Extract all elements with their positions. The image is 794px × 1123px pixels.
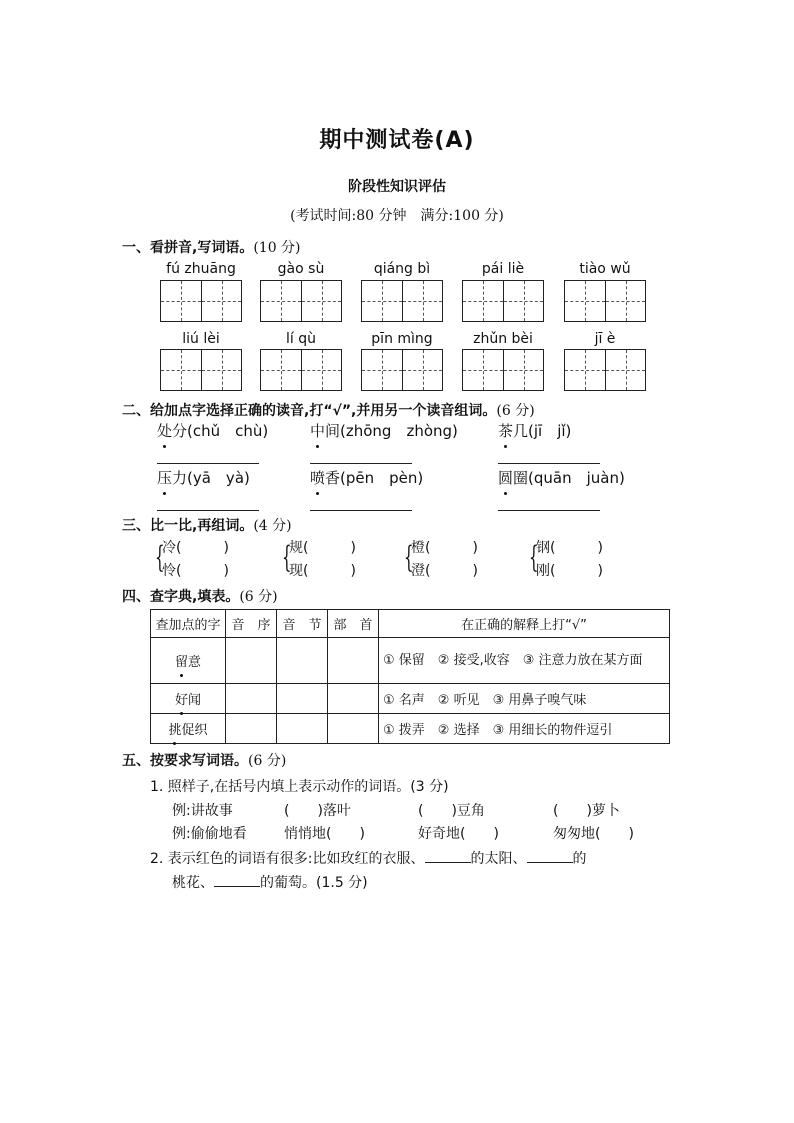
grid-cell[interactable] [503, 350, 543, 390]
table-expl-cell: ① 保留 ② 接受,收容 ③ 注意力放在某方面 [379, 638, 670, 684]
pinyin-options[interactable]: 香(pēn pèn) [325, 469, 424, 487]
dotted-char: 处 [157, 422, 173, 440]
grid-cell[interactable] [161, 350, 201, 390]
section5-heading: 五、按要求写词语。(6 分) [122, 753, 287, 769]
answer-line[interactable] [157, 510, 259, 511]
answer-blank[interactable] [214, 874, 260, 887]
pinyin-label: gào sù [277, 261, 325, 277]
grid-cell[interactable] [463, 350, 503, 390]
exam-subtitle: 阶段性知识评估 [348, 179, 446, 195]
exam-title: 期中测试卷(A) [319, 128, 475, 153]
pinyin-label: qiáng bì [373, 261, 431, 277]
table-header: 音 序 [226, 610, 277, 638]
pinyin-label: tiào wǔ [579, 261, 631, 277]
grid-cell[interactable] [261, 281, 301, 321]
section5-q2-line1: 2. 表示红色的词语有很多:比如玫红的衣服、 的太阳、 的 [150, 851, 587, 867]
example2-blank1[interactable]: 悄悄地( ) [284, 826, 365, 842]
pinyin-options[interactable]: 力(yā yà) [172, 469, 250, 487]
pronunciation-item [157, 467, 250, 488]
pinyin-options[interactable]: 分(chǔ chù) [172, 422, 269, 440]
pronunciation-item [498, 420, 571, 441]
pinyin-label: zhǔn bèi [473, 331, 533, 347]
grid-cell[interactable] [402, 350, 442, 390]
compare-pair[interactable]: 冷( ) 怜( ) [162, 540, 229, 579]
pinyin-label: pái liè [481, 261, 525, 277]
grid-cell[interactable] [402, 281, 442, 321]
table-header: 部 首 [328, 610, 379, 638]
compare-pair[interactable]: 规( ) 现( ) [289, 540, 356, 579]
answer-line[interactable] [157, 463, 259, 464]
blank-cell[interactable] [328, 714, 379, 744]
grid-cell[interactable] [503, 281, 543, 321]
section5-q2-line2: 桃花、 的葡萄。(1.5 分) [172, 875, 368, 891]
answer-line[interactable] [498, 463, 600, 464]
grid-cell[interactable] [362, 281, 402, 321]
writing-grid[interactable] [160, 349, 242, 391]
blank-cell[interactable] [328, 638, 379, 684]
table-header: 音 节 [277, 610, 328, 638]
pinyin-label: pīn mìng [371, 331, 433, 347]
dotted-char: 中 [310, 422, 326, 440]
dotted-char: 压 [157, 469, 173, 487]
writing-grid[interactable] [462, 349, 544, 391]
table-row [151, 638, 670, 684]
grid-cell[interactable] [161, 281, 201, 321]
dictionary-table [150, 609, 670, 744]
section5-q1: 1. 照样子,在括号内填上表示动作的词语。(3 分) [150, 779, 449, 795]
example2-blank2[interactable]: 好奇地( ) [418, 826, 499, 842]
table-word-cell: 留意 [151, 638, 226, 684]
answer-line[interactable] [310, 510, 412, 511]
table-row [151, 684, 670, 714]
writing-grid[interactable] [361, 349, 443, 391]
writing-grid[interactable] [564, 349, 646, 391]
section2-heading: 二、给加点字选择正确的读音,打“√”,并用另一个读音组词。(6 分) [122, 403, 535, 419]
answer-blank[interactable] [527, 850, 573, 863]
answer-blank[interactable] [425, 850, 471, 863]
answer-line[interactable] [310, 463, 412, 464]
blank-cell[interactable] [328, 684, 379, 714]
dotted-char: 留 [175, 651, 188, 670]
writing-grid[interactable] [564, 280, 646, 322]
section3-heading: 三、比一比,再组词。(4 分) [122, 518, 292, 534]
example1-blank3[interactable]: ( )萝卜 [553, 803, 620, 819]
pinyin-label: liú lèi [182, 331, 220, 347]
example2-label: 例:偷偷地看 [172, 826, 247, 842]
grid-cell[interactable] [201, 350, 241, 390]
table-header: 查加点的字 [151, 610, 226, 638]
section1-heading: 一、看拼音,写词语。(10 分) [122, 240, 301, 256]
blank-cell[interactable] [226, 638, 277, 684]
grid-cell[interactable] [605, 281, 645, 321]
table-expl-cell: ① 名声 ② 听见 ③ 用鼻子嗅气味 [379, 684, 670, 714]
grid-cell[interactable] [565, 350, 605, 390]
table-row [151, 714, 670, 744]
pinyin-options[interactable]: 间(zhōng zhòng) [325, 422, 458, 440]
writing-grid[interactable] [361, 280, 443, 322]
table-word-cell: 挑促织 [151, 714, 226, 744]
pinyin-label: fú zhuāng [166, 261, 236, 277]
example1-blank2[interactable]: ( )豆角 [418, 803, 485, 819]
blank-cell[interactable] [277, 714, 328, 744]
pronunciation-item [310, 467, 423, 488]
grid-cell[interactable] [301, 281, 341, 321]
dotted-char: 喷 [310, 469, 326, 487]
example2-blank3[interactable]: 匆匆地( ) [553, 826, 634, 842]
exam-meta: (考试时间:80 分钟 满分:100 分) [290, 208, 504, 224]
table-header-row [151, 610, 670, 638]
pronunciation-item [498, 467, 625, 488]
grid-cell[interactable] [565, 281, 605, 321]
writing-grid[interactable] [260, 349, 342, 391]
pinyin-options[interactable]: 圈(quān juàn) [513, 469, 625, 487]
blank-cell[interactable] [226, 684, 277, 714]
brace: { [155, 540, 165, 575]
grid-cell[interactable] [605, 350, 645, 390]
brace: { [282, 540, 292, 575]
compare-pair[interactable]: 钢( ) 刚( ) [536, 540, 603, 579]
table-header: 在正确的解释上打“√” [379, 610, 670, 638]
dotted-char: 茶 [498, 422, 514, 440]
grid-cell[interactable] [301, 350, 341, 390]
blank-cell[interactable] [226, 714, 277, 744]
grid-cell[interactable] [201, 281, 241, 321]
grid-cell[interactable] [362, 350, 402, 390]
dotted-char: 圆 [498, 469, 514, 487]
answer-line[interactable] [498, 510, 600, 511]
table-word-cell: 好闻 [151, 684, 226, 714]
dotted-char: 挑 [168, 719, 181, 738]
pronunciation-item [157, 420, 268, 441]
writing-grid[interactable] [260, 280, 342, 322]
section4-heading: 四、查字典,填表。(6 分) [122, 589, 278, 605]
pinyin-options[interactable]: 几(jī jǐ) [513, 422, 572, 440]
pinyin-label: jī è [594, 331, 616, 347]
pinyin-label: lí qù [286, 331, 316, 347]
blank-cell[interactable] [277, 684, 328, 714]
pronunciation-item [310, 420, 458, 441]
example1-blank1[interactable]: ( )落叶 [284, 803, 351, 819]
compare-pair[interactable]: 橙( ) 澄( ) [411, 540, 478, 579]
blank-cell[interactable] [277, 638, 328, 684]
example1-label: 例:讲故事 [172, 803, 233, 819]
brace: { [404, 540, 414, 575]
writing-grid[interactable] [462, 280, 544, 322]
table-expl-cell: ① 拨弄 ② 选择 ③ 用细长的物件逗引 [379, 714, 670, 744]
writing-grid[interactable] [160, 280, 242, 322]
brace: { [529, 540, 539, 575]
dotted-char: 好 [175, 689, 188, 708]
grid-cell[interactable] [261, 350, 301, 390]
grid-cell[interactable] [463, 281, 503, 321]
